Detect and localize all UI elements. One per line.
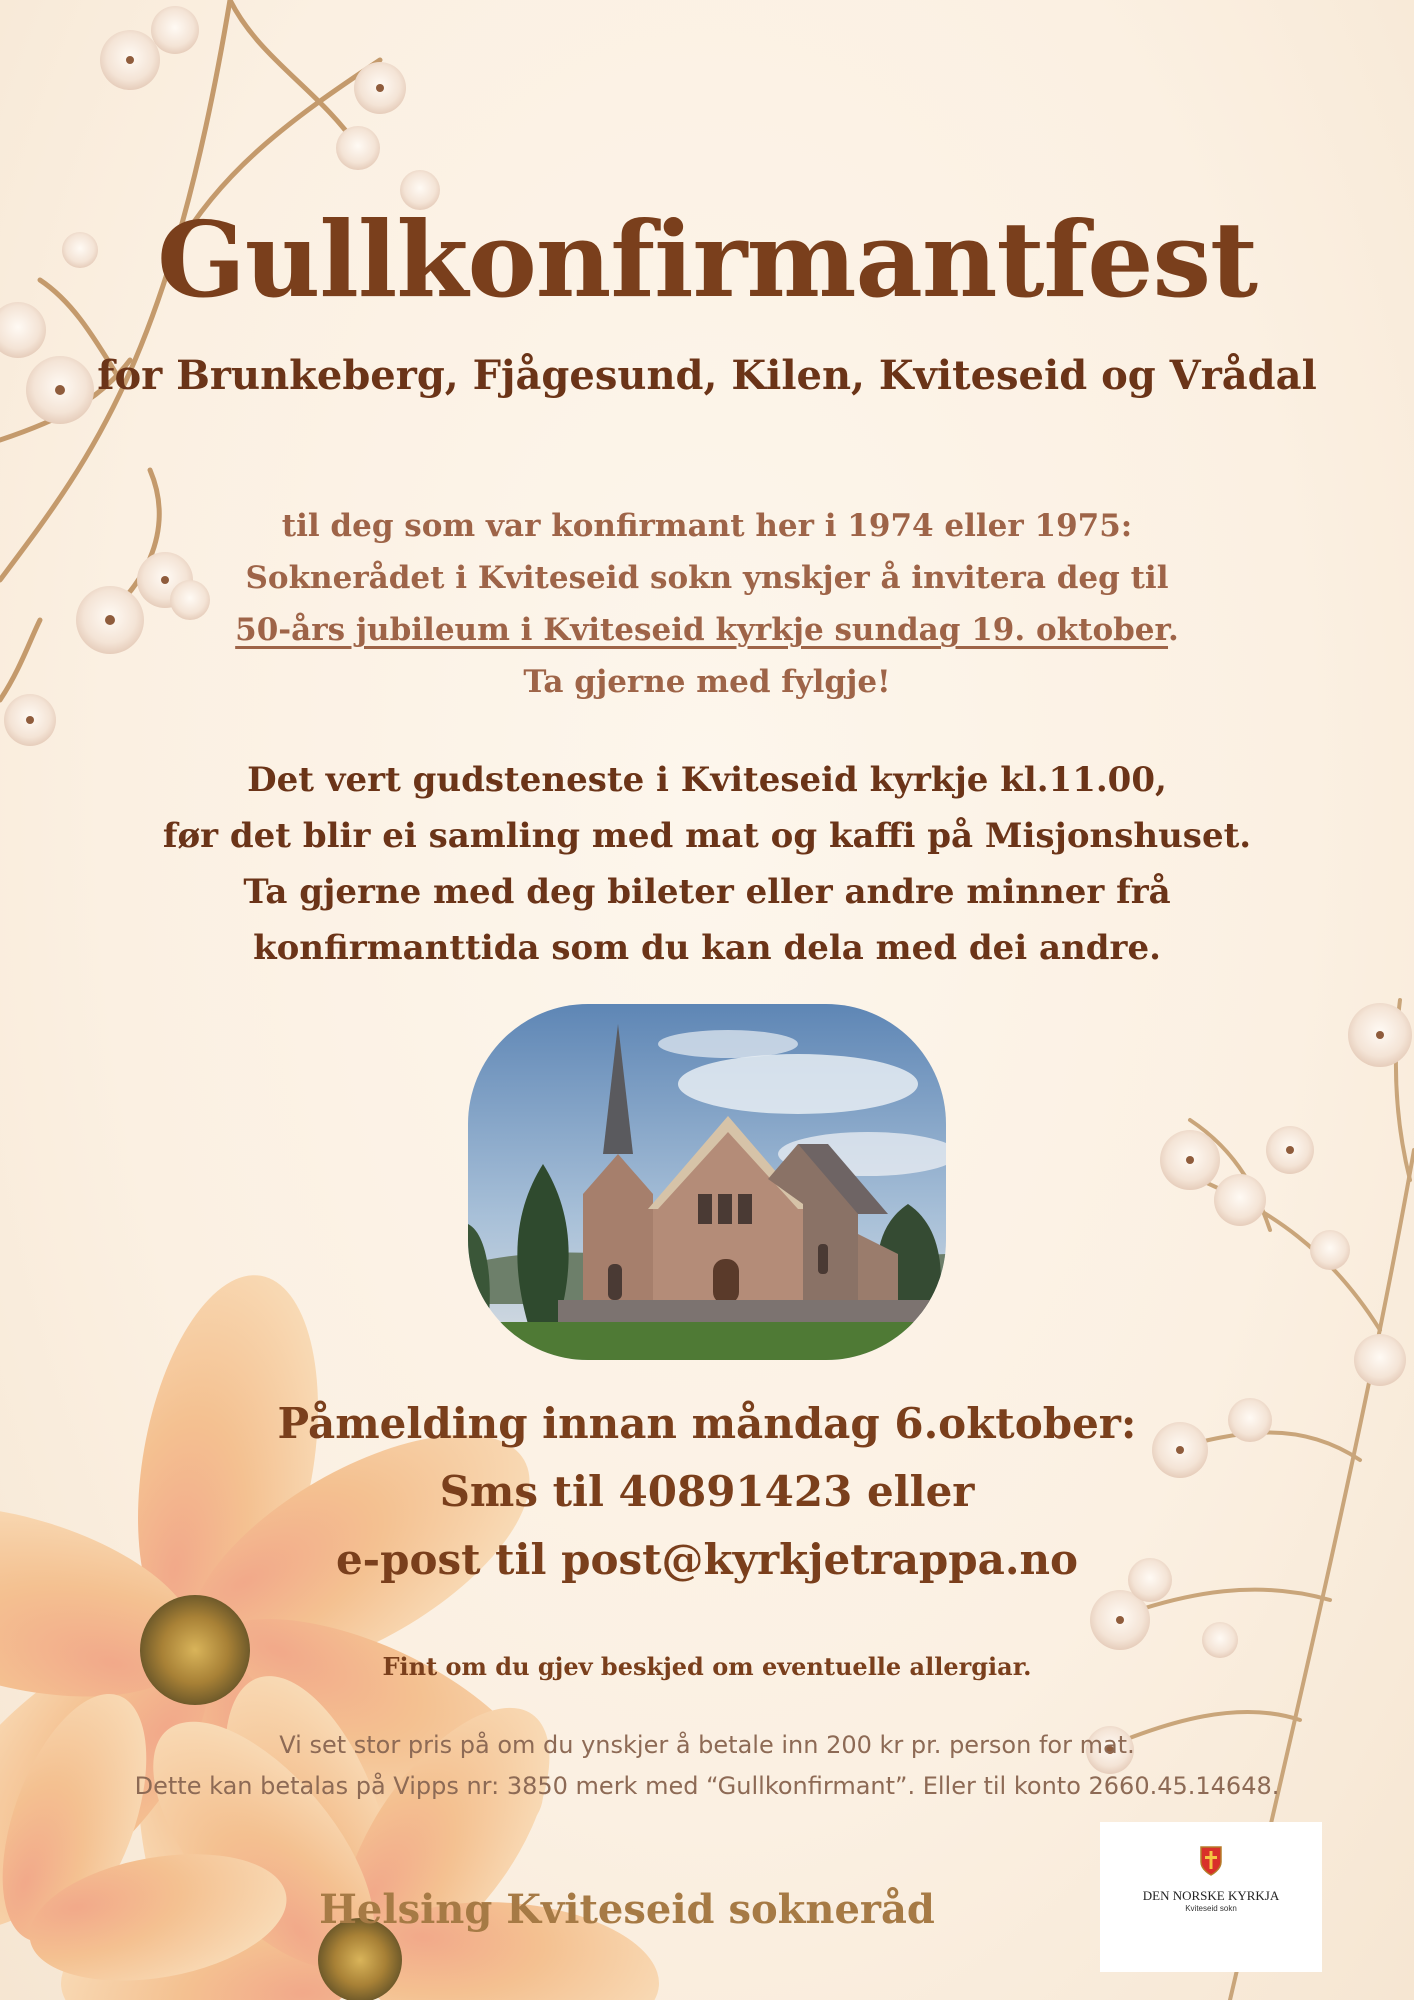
invite-line-1: til deg som var konfirmant her i 1974 eller 1975: — [281, 508, 1133, 544]
info-line-4: konfirmanttida som du kan dela med dei andre. — [253, 928, 1161, 968]
info-line-1: Det vert gudsteneste i Kviteseid kyrkje kl.11.00, — [247, 760, 1167, 800]
church-logo — [1100, 1822, 1322, 1972]
church-photo — [468, 1004, 946, 1360]
signup-sms: Sms til 40891423 eller — [439, 1467, 975, 1516]
shield-cross-icon — [1200, 1846, 1222, 1876]
allergy-note: Fint om du gjev beskjed om eventuelle allergiar. — [382, 1652, 1032, 1681]
info-line-3: Ta gjerne med deg bileter eller andre minner frå — [243, 872, 1171, 912]
jubilee-date: 50-års jubileum i Kviteseid kyrkje sundag 19. oktober — [235, 612, 1169, 648]
invite-line-3-end: . — [1168, 612, 1179, 648]
logo-name: DEN NORSKE KYRKJA — [1142, 1888, 1280, 1903]
signup-info — [0, 1390, 1414, 1594]
payment-line-2: Dette kan betalas på Vipps nr: 3850 merk med “Gullkonfirmant”. Eller til konto 2660.45.14648. — [134, 1772, 1280, 1800]
logo-subtitle: Kviteseid sokn — [1185, 1904, 1237, 1913]
signup-email: e-post til post@kyrkjetrappa.no — [335, 1535, 1079, 1584]
signup-deadline: Påmelding innan måndag 6.oktober: — [277, 1399, 1137, 1448]
invite-line-2: Soknerådet i Kviteseid sokn ynskjer å invitera deg til — [245, 560, 1169, 596]
info-line-2: før det blir ei samling med mat og kaffi på Misjonshuset. — [162, 816, 1252, 856]
greeting: Helsing Kviteseid sokneråd — [319, 1886, 935, 1933]
page-title: Gullkonfirmantfest — [156, 198, 1258, 321]
payment-line-1: Vi set stor pris på om du ynskjer å betale inn 200 kr pr. person for mat. — [279, 1731, 1135, 1759]
invite-line-3 — [0, 604, 1414, 656]
invitation-text — [0, 500, 1414, 708]
invite-line-4: Ta gjerne med fylgje! — [523, 664, 891, 700]
payment-info — [0, 1725, 1414, 1807]
subtitle-parishes: for Brunkeberg, Fjågesund, Kilen, Kviteseid og Vrådal — [97, 352, 1317, 399]
service-info — [0, 752, 1414, 976]
